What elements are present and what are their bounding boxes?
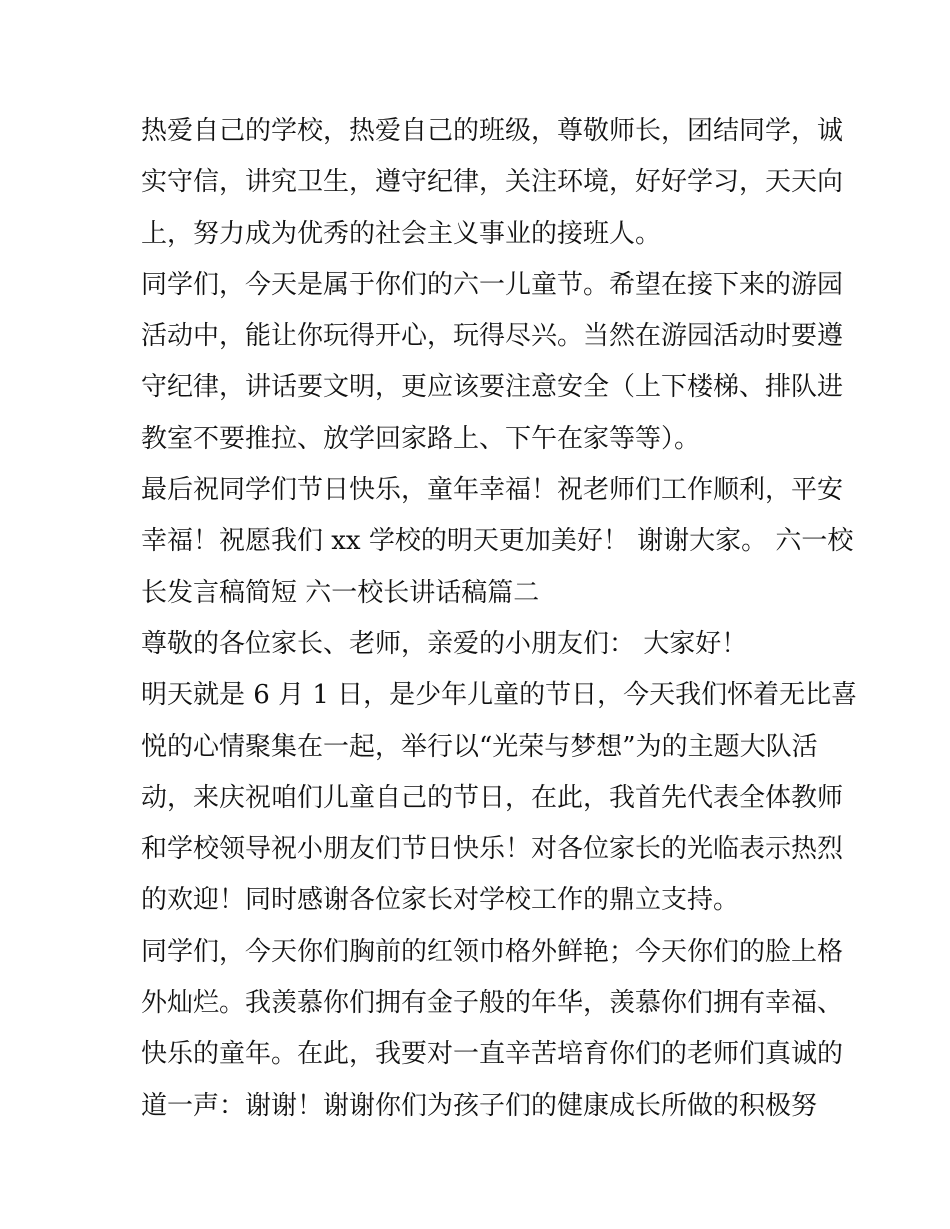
text-line: 明天就是 6 月 1 日，是少年儿童的节日，今天我们怀着无比喜: [141, 680, 858, 711]
text-line: 上，努力成为优秀的社会主义事业的接班人。: [141, 218, 662, 249]
text-line: 同学们，今天是属于你们的六一儿童节。希望在接下来的游园: [141, 269, 844, 300]
text-line: 教室不要推拉、放学回家路上、下午在家等等）。: [141, 423, 701, 454]
text-line: 快乐的童年。在此，我要对一直辛苦培育你们的老师们真诚的: [141, 1039, 844, 1070]
text-line: 和学校领导祝小朋友们节日快乐！对各位家长的光临表示热烈: [141, 834, 844, 865]
text-line: 最后祝同学们节日快乐，童年幸福！祝老师们工作顺利，平安: [141, 475, 844, 506]
text-line: 动，来庆祝咱们儿童自己的节日，在此，我首先代表全体教师: [141, 782, 844, 813]
text-line: 长发言稿简短 六一校长讲话稿篇二: [141, 577, 540, 608]
text-line: 热爱自己的学校，热爱自己的班级，尊敬师长，团结同学，诚: [141, 116, 844, 146]
text-line: 活动中，能让你玩得开心，玩得尽兴。当然在游园活动时要遵: [141, 321, 844, 352]
text-line: 的欢迎！同时感谢各位家长对学校工作的鼎立支持。: [141, 885, 740, 916]
text-line: 实守信，讲究卫生，遵守纪律，关注环境，好好学习，天天向: [141, 167, 844, 198]
text-line: 守纪律，讲话要文明，更应该要注意安全（上下楼梯、排队进: [141, 372, 844, 403]
text-line: 外灿烂。我羡慕你们拥有金子般的年华，羡慕你们拥有幸福、: [141, 988, 844, 1019]
text-line: 悦的心情聚集在一起，举行以“光荣与梦想”为的主题大队活: [141, 731, 818, 762]
text-line: 尊敬的各位家长、老师，亲爱的小朋友们： 大家好！: [141, 628, 748, 659]
body-text: [141, 106, 858, 1132]
text-line: 幸福！祝愿我们 xx 学校的明天更加美好！ 谢谢大家。 六一校: [141, 526, 854, 557]
text-line: 道一声：谢谢！谢谢你们为孩子们的健康成长所做的积极努: [141, 1090, 818, 1121]
text-line: 同学们，今天你们胸前的红领巾格外鲜艳；今天你们的脸上格: [141, 936, 844, 967]
